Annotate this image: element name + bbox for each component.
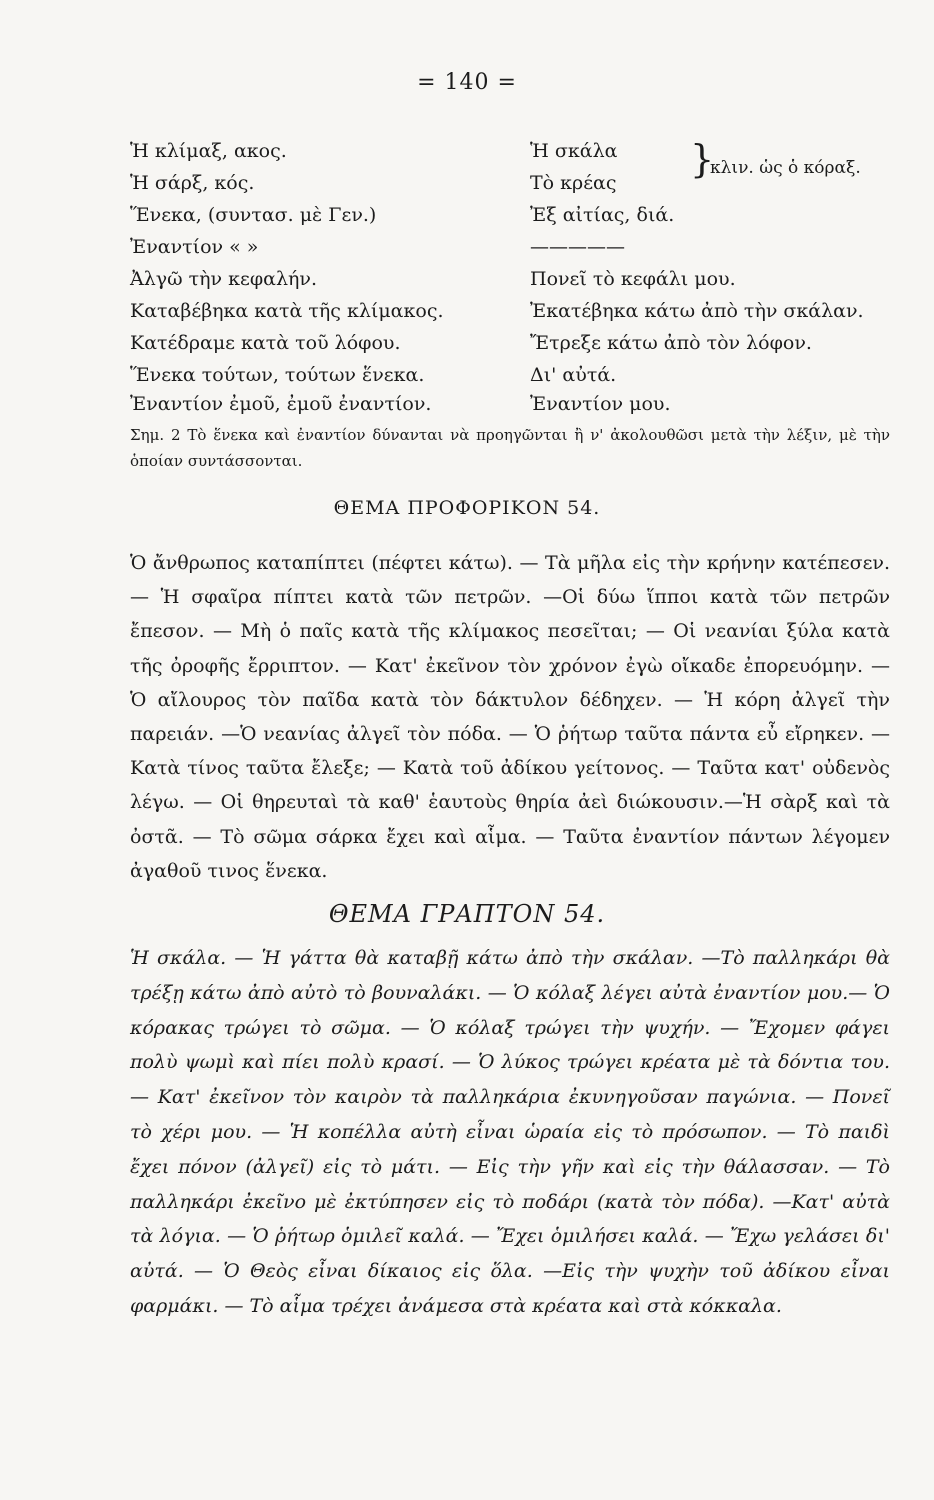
vocab-ancient: Ἕνεκα, (συντασ. μὲ Γεν.) xyxy=(130,204,377,226)
vocab-row xyxy=(130,393,910,425)
vocab-modern: Τὸ κρέας xyxy=(530,172,617,194)
vocab-modern: Πονεῖ τὸ κεφάλι μου. xyxy=(530,268,736,290)
vocab-row xyxy=(130,300,910,332)
vocab-ancient: Ἐναντίον ἐμοῦ, ἐμοῦ ἐναντίον. xyxy=(130,393,432,415)
vocab-row xyxy=(130,236,910,268)
vocab-ancient: Ἐναντίον « » xyxy=(130,236,259,258)
vocab-ancient: Ἀλγῶ τὴν κεφαλήν. xyxy=(130,268,318,290)
curly-brace: } xyxy=(690,137,715,181)
footnote: Σημ. 2 Τὸ ἕνεκα καὶ ἐναντίον δύνανται νὰ προηγῶνται ἢ ν' ἀκολουθῶσι μετὰ τὴν λέξιν, μὲ τὴν ὁποίαν συντάσσονται. xyxy=(130,426,890,470)
vocab-modern: ————— xyxy=(530,236,625,258)
vocab-row xyxy=(130,204,910,236)
vocab-row xyxy=(130,332,910,364)
vocab-modern: Ἔτρεξε κάτω ἀπὸ τὸν λόφον. xyxy=(530,332,812,354)
vocab-modern: Ἐξ αἰτίας, διά. xyxy=(530,204,675,226)
vocab-row xyxy=(130,364,910,396)
vocab-ancient: Ἡ κλίμαξ, ακος. xyxy=(130,140,287,162)
vocab-modern: Ἐναντίον μου. xyxy=(530,393,671,415)
brace-note: κλιν. ὡς ὁ κόραξ. xyxy=(710,158,861,178)
vocab-modern: Ἐκατέβηκα κάτω ἀπὸ τὴν σκάλαν. xyxy=(530,300,864,322)
vocab-ancient: Ἡ σάρξ, κός. xyxy=(130,172,255,194)
exercise-written-text: Ἡ σκάλα. — Ἡ γάττα θὰ καταβῇ κάτω ἀπὸ τὴν σκάλαν. —Τὸ παλληκάρι θὰ τρέξῃ κάτω ἀπὸ αὐτὸ τὸ βουναλάκι. — Ὁ κόλαξ λέγει αὐτὰ ἐναντίον μου.— Ὁ κόρακας τρώγει τὸ σῶμα. — Ὁ κόλαξ τρώγει τὴν ψυχήν. — Ἔχομεν φάγει πολὺ ψωμὶ καὶ πίει πολὺ κρασί. — Ὁ λύκος τρώγει κρέατα μὲ τὰ δόντια του. — Κατ' ἐκεῖνον τὸν καιρὸν τὰ παλληκάρια ἐκυνηγοῦσαν παγώνια. — Πονεῖ τὸ χέρι μου. — Ἡ κοπέλλα αὐτὴ εἶναι ὡραία εἰς τὸ πρόσωπον. — Τὸ παιδὶ ἔχει πόνον (ἀλγεῖ) εἰς τὸ μάτι. — Εἰς τὴν γῆν καὶ εἰς τὴν θάλασσαν. — Τὸ παλληκάρι ἐκεῖνο μὲ ἐκτύπησεν εἰς τὸ ποδάρι (κατὰ τὸν πόδα). —Κατ' αὐτὰ τὰ λόγια. — Ὁ ῥήτωρ ὁμιλεῖ καλά. — Ἔχει ὁμιλήσει καλά. — Ἔχω γελάσει δι' αὐτά. — Ὁ Θεὸς εἶναι δίκαιος εἰς ὅλα. —Εἰς τὴν ψυχὴν τοῦ ἀδίκου εἶναι φαρμάκι. — Τὸ αἷμα τρέχει ἀνάμεσα στὰ κρέατα καὶ στὰ κόκκαλα. xyxy=(130,947,890,1317)
vocab-ancient: Καταβέβηκα κατὰ τῆς κλίμακος. xyxy=(130,300,444,322)
section-heading-written: ΘΕΜΑ ΓΡΑΠΤΟΝ 54. xyxy=(328,900,606,928)
vocab-modern: Ἡ σκάλα xyxy=(530,140,618,162)
section-heading-oral: ΘΕΜΑ ΠΡΟΦΟΡΙΚΟΝ 54. xyxy=(333,497,601,519)
vocab-ancient: Κατέδραμε κατὰ τοῦ λόφου. xyxy=(130,332,401,354)
vocab-row xyxy=(130,268,910,300)
vocab-ancient: Ἕνεκα τούτων, τούτων ἕνεκα. xyxy=(130,364,425,386)
vocab-modern: Δι' αὐτά. xyxy=(530,364,617,386)
exercise-oral-text: Ὁ ἄνθρωπος καταπίπτει (πέφτει κάτω). — Τὰ μῆλα εἰς τὴν κρήνην κατέπεσεν. — Ἡ σφαῖρα πίπτει κατὰ τῶν πετρῶν. —Οἱ δύω ἵπποι κατὰ τῶν πετρῶν ἔπεσον. — Μὴ ὁ παῖς κατὰ τῆς κλίμακος πεσεῖται; — Οἱ νεανίαι ξύλα κατὰ τῆς ὀροφῆς ἔρριπτον. — Κατ' ἐκεῖνον τὸν χρόνον ἐγὼ οἴκαδε ἐπορευόμην. — Ὁ αἴλουρος τὸν παῖδα κατὰ τὸν δάκτυλον δέδηχεν. — Ἡ κόρη ἀλγεῖ τὴν παρειάν. —Ὁ νεανίας ἀλγεῖ τὸν πόδα. — Ὁ ῥήτωρ ταῦτα πάντα εὖ εἴρηκεν. — Κατὰ τίνος ταῦτα ἔλεξε; — Κατὰ τοῦ ἀδίκου γείτονος. — Ταῦτα κατ' οὐδενὸς λέγω. — Οἱ θηρευταὶ τὰ καθ' ἑαυτοὺς θηρία ἀεὶ διώκουσιν.—Ἡ σὰρξ καὶ τὰ ὀστᾶ. — Τὸ σῶμα σάρκα ἔχει καὶ αἷμα. — Ταῦτα ἐναντίον πάντων λέγομεν ἀγαθοῦ τινος ἕνεκα. xyxy=(130,552,890,882)
page-number: = 140 = xyxy=(417,70,517,95)
